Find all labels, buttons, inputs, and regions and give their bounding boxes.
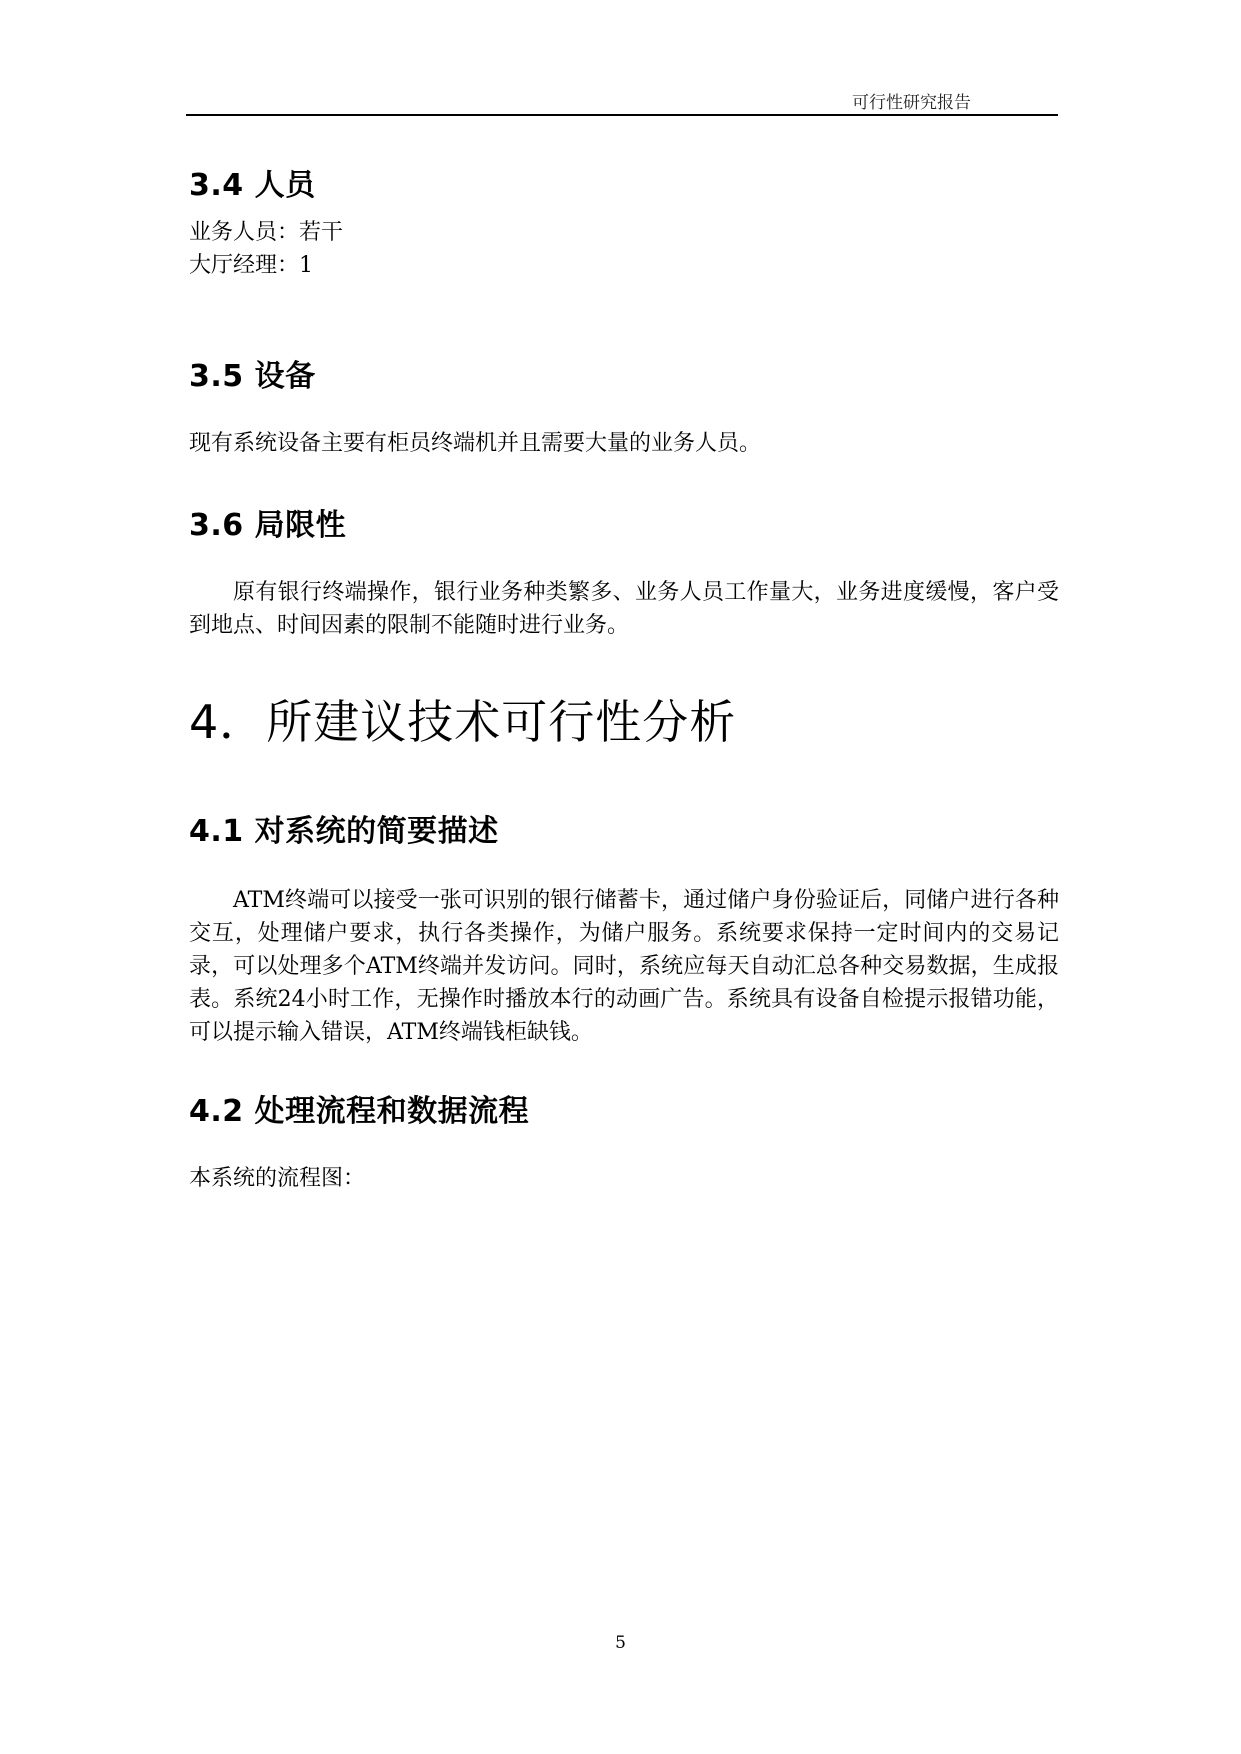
running-header: 可行性研究报告 bbox=[852, 93, 971, 113]
heading-3-5: 3.5 设备 bbox=[189, 359, 316, 394]
heading-3-6: 3.6 局限性 bbox=[189, 508, 347, 543]
heading-3-4: 3.4 人员 bbox=[189, 168, 316, 203]
personnel-line-manager: 大厅经理：1 bbox=[189, 253, 313, 278]
heading-4: 4．所建议技术可行性分析 bbox=[189, 695, 737, 749]
equipment-paragraph: 现有系统设备主要有柜员终端机并且需要大量的业务人员。 bbox=[189, 431, 762, 456]
page-number: 5 bbox=[615, 1633, 626, 1653]
heading-4-2: 4.2 处理流程和数据流程 bbox=[189, 1094, 530, 1129]
limitations-paragraph: 原有银行终端操作，银行业务种类繁多、业务人员工作量大，业务进度缓慢，客户受到地点、时间因素的限制不能随时进行业务。 bbox=[189, 580, 1059, 638]
heading-4-1: 4.1 对系统的简要描述 bbox=[189, 814, 499, 849]
personnel-line-staff: 业务人员：若干 bbox=[189, 220, 344, 245]
system-description-paragraph: ATM终端可以接受一张可识别的银行储蓄卡，通过储户身份验证后，同储户进行各种交互，处理储户要求，执行各类操作，为储户服务。系统要求保持一定时间内的交易记录，可以处理多个ATM终端并发访问。同时，系统应每天自动汇总各种交易数据，生成报表。系统24小时工作，无操作时播放本行的动画广告。系统具有设备自检提示报错功能，可以提示输入错误，ATM终端钱柜缺钱。 bbox=[189, 888, 1059, 1045]
header-rule bbox=[186, 114, 1058, 116]
flowchart-intro: 本系统的流程图： bbox=[189, 1166, 366, 1191]
